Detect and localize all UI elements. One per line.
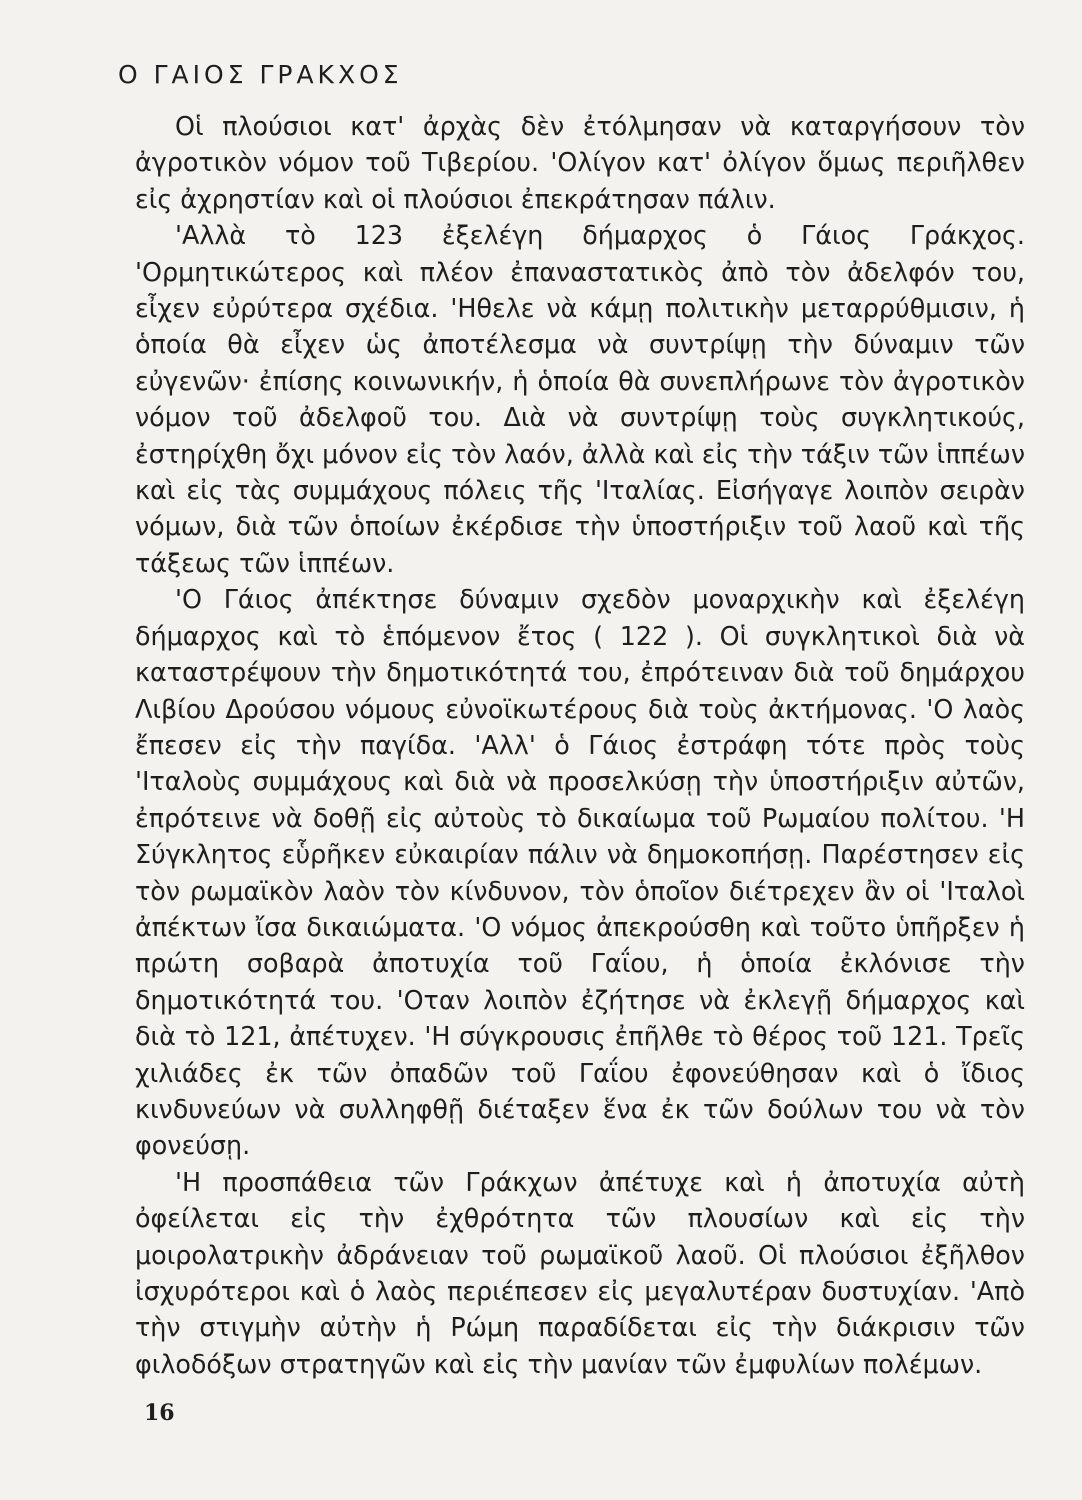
paragraph: 'Ο Γάιος ἀπέκτησε δύναμιν σχεδὸν μοναρχικὴν καὶ ἐξελέγη δήμαρχος καὶ τὸ ἑπόμενον ἔτος ( 122 ). Οἱ συγκλητικοὶ διὰ νὰ καταστρέψουν τὴν δημοτικότητά του, ἐπρότειναν διὰ τοῦ δημάρχου Λιβίου Δρούσου νόμους εὐνοϊκωτέρους διὰ τοὺς ἀκτήμονας. 'Ο λαὸς ἔπεσεν εἰς τὴν παγίδα. 'Αλλ' ὁ Γάιος ἐστράφη τότε πρὸς τοὺς 'Ιταλοὺς συμμάχους καὶ διὰ νὰ προσελκύσῃ τὴν ὑποστήριξιν αὐτῶν, ἐπρότεινε νὰ δοθῇ εἰς αὐτοὺς τὸ δικαίωμα τοῦ Ρωμαίου πολίτου. 'Η Σύγκλητος εὗρῆκεν εὐκαιρίαν πάλιν νὰ δημοκοπήσῃ. Παρέστησεν εἰς τὸν ρωμαϊκὸν λαὸν τὸν κίνδυνον, τὸν ὁποῖον διέτρεχεν ἂν οἱ 'Ιταλοὶ ἀπέκτων ἴσα δικαιώματα. 'Ο νόμος ἀπεκρούσθη καὶ τοῦτο ὑπῆρξεν ἡ πρώτη σοβαρὰ ἀποτυχία τοῦ Γαΐου, ἡ ὁποία ἐκλόνισε τὴν δημοτικότητά του. 'Οταν λοιπὸν ἐζήτησε νὰ ἐκλεγῇ δήμαρχος καὶ διὰ τὸ 121, ἀπέτυχεν. 'Η σύγκρουσις ἐπῆλθε τὸ θέρος τοῦ 121. Τρεῖς χιλιάδες ἐκ τῶν ὀπαδῶν τοῦ Γαΐου ἐφονεύθησαν καὶ ὁ ἴδιος κινδυνεύων νὰ συλληφθῇ διέταξεν ἕνα ἐκ τῶν δούλων του νὰ τὸν φονεύσῃ. [135, 584, 1025, 1161]
paragraph: Οἱ πλούσιοι κατ' ἀρχὰς δὲν ἐτόλμησαν νὰ καταργήσουν τὸν ἀγροτικὸν νόμον τοῦ Τιβερίου. 'Ολίγον κατ' ὀλίγον ὅμως περιῆλθεν εἰς ἀχρηστίαν καὶ οἱ πλούσιοι ἐπεκράτησαν πάλιν. [135, 111, 1025, 214]
page-number: 16 [144, 1400, 175, 1426]
paragraph: 'Αλλὰ τὸ 123 ἐξελέγη δήμαρχος ὁ Γάιος Γράκχος. 'Ορμητικώτερος καὶ πλέον ἐπαναστατικὸς ἀπὸ τὸν ἀδελφόν του, εἶχεν εὐρύτερα σχέδια. 'Ηθελε νὰ κάμῃ πολιτικὴν μεταρρύθμισιν, ἡ ὁποία θὰ εἶχεν ὡς ἀποτέλεσμα νὰ συντρίψῃ τὴν δύναμιν τῶν εὐγενῶν· ἐπίσης κοινωνικήν, ἡ ὁποία θὰ συνεπλήρωνε τὸν ἀγροτικὸν νόμον τοῦ ἀδελφοῦ του. Διὰ νὰ συντρίψῃ τοὺς συγκλητικούς, ἐστηρίχθη ὄχι μόνον εἰς τὸν λαόν, ἀλλὰ καὶ εἰς τὴν τάξιν τῶν ἱππέων καὶ εἰς τὰς συμμάχους πόλεις τῆς 'Ιταλίας. Εἰσήγαγε λοιπὸν σειρὰν νόμων, διὰ τῶν ὁποίων ἐκέρδισε τὴν ὑποστήριξιν τοῦ λαοῦ καὶ τῆς τάξεως τῶν ἱππέων. [135, 220, 1025, 578]
paragraph: 'Η προσπάθεια τῶν Γράκχων ἀπέτυχε καὶ ἡ ἀποτυχία αὐτὴ ὀφείλεται εἰς τὴν ἐχθρότητα τῶν πλουσίων καὶ εἰς τὴν μοιρολατρικὴν ἀδράνειαν τοῦ ρωμαϊκοῦ λαοῦ. Οἱ πλούσιοι ἐξῆλθον ἰσχυρότεροι καὶ ὁ λαὸς περιέπεσεν εἰς μεγαλυτέραν δυστυχίαν. 'Απὸ τὴν στιγμὴν αὐτὴν ἡ Ρώμη παραδίδεται εἰς τὴν διάκρισιν τῶν φιλοδόξων στρατηγῶν καὶ εἰς τὴν μανίαν τῶν ἐμφυλίων πολέμων. [135, 1166, 1025, 1379]
body-text [135, 108, 1025, 1382]
running-title: Ο ΓΑΙΟΣ ΓΡΑΚΧΟΣ [118, 60, 403, 89]
